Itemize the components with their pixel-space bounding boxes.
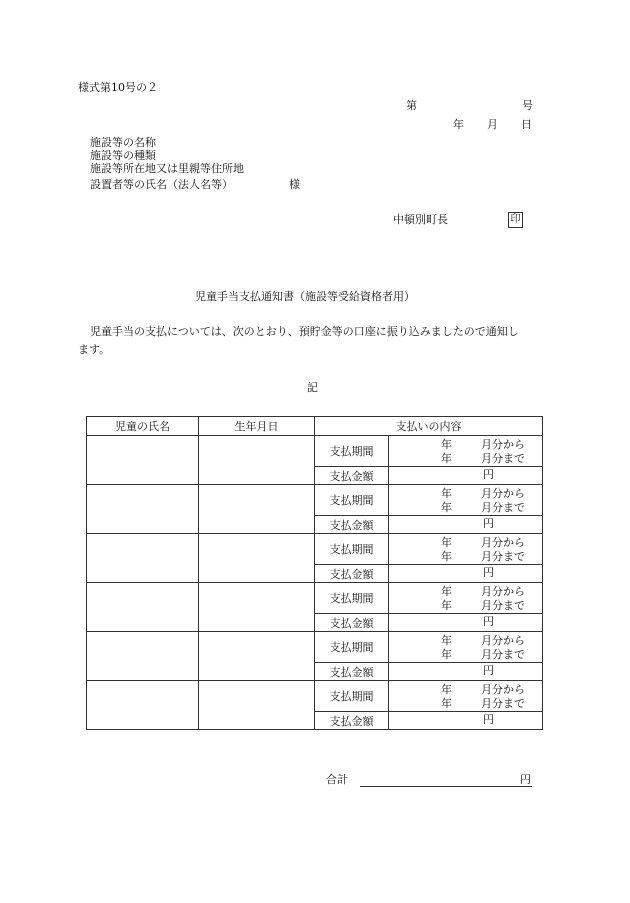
period-to-year: 年 <box>441 599 452 612</box>
amount-yen: 円 <box>483 664 494 677</box>
table-row <box>87 485 543 516</box>
payment-period-label: 支払期間 <box>315 632 389 663</box>
period-to-month: 月分まで <box>481 648 525 661</box>
honorific: 様 <box>289 178 300 191</box>
period-to-month: 月分まで <box>481 452 525 465</box>
payment-period-value[interactable] <box>389 632 543 663</box>
payment-amount-label: 支払金額 <box>315 516 389 534</box>
payment-amount-label: 支払金額 <box>315 467 389 485</box>
table-row <box>87 583 543 614</box>
date-month: 月 <box>487 118 498 131</box>
facility-type-label: 施設等の種類 <box>90 149 156 162</box>
period-from-year: 年 <box>441 438 452 451</box>
amount-yen: 円 <box>483 517 494 530</box>
ki-label: 記 <box>307 381 318 394</box>
table-row <box>87 534 543 565</box>
child-name-cell[interactable] <box>87 485 199 534</box>
body-text-line1: 児童手当の支払については、次のとおり、預貯金等の口座に振り込みましたので通知し <box>90 325 519 338</box>
facility-address-label: 施設等所在地又は里親等住所地 <box>90 162 244 175</box>
period-from-month: 月分から <box>481 438 525 451</box>
payment-period-value[interactable] <box>389 436 543 467</box>
payment-period-label: 支払期間 <box>315 485 389 516</box>
child-name-cell[interactable] <box>87 534 199 583</box>
period-from-month: 月分から <box>481 683 525 696</box>
payment-period-value[interactable] <box>389 485 543 516</box>
child-name-cell[interactable] <box>87 681 199 730</box>
form-number: 様式第10号の２ <box>78 81 158 94</box>
payment-amount-label: 支払金額 <box>315 565 389 583</box>
payment-period-label: 支払期間 <box>315 681 389 712</box>
payment-table <box>86 416 543 730</box>
payment-amount-value[interactable] <box>389 663 543 681</box>
payment-amount-value[interactable] <box>389 516 543 534</box>
period-from-year: 年 <box>441 585 452 598</box>
period-from-month: 月分から <box>481 585 525 598</box>
header-payment-content: 支払いの内容 <box>315 417 543 436</box>
table-row <box>87 436 543 467</box>
total-yen: 円 <box>520 773 531 786</box>
birthdate-cell[interactable] <box>199 485 315 534</box>
doc-no-suffix: 号 <box>522 99 533 112</box>
child-name-cell[interactable] <box>87 436 199 485</box>
period-from-year: 年 <box>441 536 452 549</box>
birthdate-cell[interactable] <box>199 436 315 485</box>
period-from-month: 月分から <box>481 536 525 549</box>
payment-period-value[interactable] <box>389 583 543 614</box>
amount-yen: 円 <box>483 566 494 579</box>
payment-period-label: 支払期間 <box>315 534 389 565</box>
period-to-month: 月分まで <box>481 501 525 514</box>
child-name-cell[interactable] <box>87 583 199 632</box>
payment-period-label: 支払期間 <box>315 583 389 614</box>
total-label: 合計 <box>326 773 348 786</box>
sender-title: 中頓別町長 <box>393 213 448 226</box>
payment-amount-value[interactable] <box>389 712 543 730</box>
birthdate-cell[interactable] <box>199 583 315 632</box>
total-underline <box>360 786 532 787</box>
child-name-cell[interactable] <box>87 632 199 681</box>
payment-amount-value[interactable] <box>389 467 543 485</box>
period-to-year: 年 <box>441 697 452 710</box>
doc-no-prefix: 第 <box>406 99 417 112</box>
period-to-year: 年 <box>441 550 452 563</box>
seal-stamp: 印 <box>508 212 523 228</box>
period-from-month: 月分から <box>481 634 525 647</box>
payment-amount-label: 支払金額 <box>315 663 389 681</box>
period-from-month: 月分から <box>481 487 525 500</box>
period-to-month: 月分まで <box>481 697 525 710</box>
date-year: 年 <box>453 118 464 131</box>
birthdate-cell[interactable] <box>199 681 315 730</box>
amount-yen: 円 <box>483 468 494 481</box>
payment-amount-value[interactable] <box>389 565 543 583</box>
amount-yen: 円 <box>483 615 494 628</box>
period-to-year: 年 <box>441 452 452 465</box>
payment-period-value[interactable] <box>389 534 543 565</box>
period-from-year: 年 <box>441 634 452 647</box>
period-to-month: 月分まで <box>481 550 525 563</box>
amount-yen: 円 <box>483 713 494 726</box>
document-title: 児童手当支払通知書（施設等受給資格者用） <box>195 290 415 303</box>
payment-amount-label: 支払金額 <box>315 614 389 632</box>
payment-amount-value[interactable] <box>389 614 543 632</box>
table-row <box>87 681 543 712</box>
period-to-year: 年 <box>441 648 452 661</box>
period-to-month: 月分まで <box>481 599 525 612</box>
payment-period-value[interactable] <box>389 681 543 712</box>
period-to-year: 年 <box>441 501 452 514</box>
payment-amount-label: 支払金額 <box>315 712 389 730</box>
table-row <box>87 632 543 663</box>
birthdate-cell[interactable] <box>199 632 315 681</box>
birthdate-cell[interactable] <box>199 534 315 583</box>
header-child-name: 児童の氏名 <box>87 417 199 436</box>
date-day: 日 <box>521 118 532 131</box>
period-from-year: 年 <box>441 683 452 696</box>
facility-name-label: 施設等の名称 <box>90 136 156 149</box>
period-from-year: 年 <box>441 487 452 500</box>
payment-period-label: 支払期間 <box>315 436 389 467</box>
header-birthdate: 生年月日 <box>199 417 315 436</box>
founder-name-label: 設置者等の氏名（法人名等） <box>90 178 233 191</box>
body-text-line2: ます。 <box>78 343 111 356</box>
